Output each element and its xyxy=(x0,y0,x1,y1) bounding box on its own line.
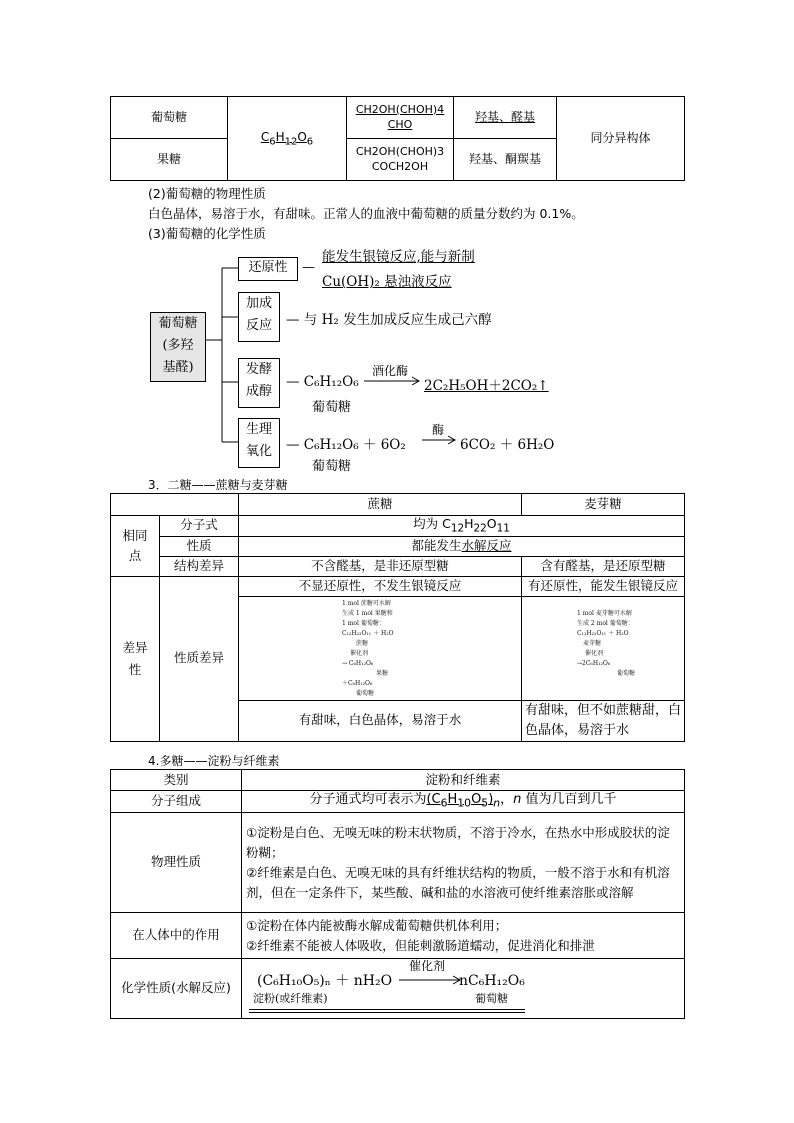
addition-text: 与 H₂ 发生加成反应生成己六醇 xyxy=(303,312,492,328)
same-label-l2: 点 xyxy=(128,547,142,563)
ferment-reactant-name: 葡萄糖 xyxy=(312,400,352,415)
phys-item-2: ②纤维素是白色、无嗅无味的具有纤维状结构的物质，一般不溶于水和有机溶剂，但在一定条件下，某些酸、碱和盐的水溶液可使纤维素溶胀或溶解 xyxy=(246,864,670,900)
branch-reducing-line1: 能发生银镜反应,能与新制 xyxy=(322,249,475,265)
phys-value xyxy=(242,813,685,913)
phys-label: 物理性质 xyxy=(111,813,242,913)
maltose-eq-l6: 葡萄糖 xyxy=(617,669,636,677)
bracket-lines xyxy=(0,0,794,480)
chemical-heading: (3)葡萄糖的化学性质 xyxy=(148,226,266,241)
sucrose-eq-l6: → C₆H₁₂O₆ xyxy=(342,659,374,667)
diff-label xyxy=(111,576,160,741)
col-value: 淀粉和纤维素 xyxy=(242,770,685,791)
glucose-name: 葡萄糖 xyxy=(111,97,228,139)
maltose-eq-l0: 1 mol 麦芽糖可水解 xyxy=(577,609,632,617)
polysaccharide-heading: 4.多糖——淀粉与纤维素 xyxy=(148,754,280,768)
branch-oxidation-label xyxy=(238,418,280,468)
branch-reducing-label: 还原性 xyxy=(238,257,298,281)
sucrose-equation xyxy=(342,599,518,699)
sucrose-eq-l1: 生成 1 mol 果糖和 xyxy=(342,609,393,617)
glucose-structure-line1: CH2OH(CHOH)4 xyxy=(355,102,445,116)
reduc-sucrose: 不显还原性，不发生银镜反应 xyxy=(239,576,522,596)
oxidation-product: 6CO₂ ＋ 6H₂O xyxy=(460,437,555,453)
maltose-eq-l2: C₁₂H₂₂O₁₁ ＋ H₂O xyxy=(577,629,629,637)
corner-cell xyxy=(111,494,239,516)
maltose-equation-cell xyxy=(522,596,685,700)
double-underline xyxy=(249,1009,525,1013)
disaccharide-heading: 3．二糖——蔗糖与麦芽糖 xyxy=(148,478,288,492)
hydrolysis-text: 水解反应 xyxy=(461,537,512,553)
maltose-eq-l1: 生成 2 mol 葡萄糖： xyxy=(577,619,634,627)
sucrose-eq-l5: 催化剂 xyxy=(350,649,369,657)
diff-label-l1: 差异 xyxy=(122,639,148,655)
comp-label: 分子组成 xyxy=(111,791,242,813)
sucrose-equation-cell xyxy=(239,596,522,700)
sucrose-eq-l9: 葡萄糖 xyxy=(356,689,375,697)
ferment-reactant-formula: C₆H₁₂O₆ xyxy=(303,374,359,390)
center-box-line1: 葡萄糖 xyxy=(158,316,198,331)
reduc-maltose: 有还原性，能发生银镜反应 xyxy=(522,576,685,596)
comp-formula: $(C_6H_{10}O_5)_n$ xyxy=(426,792,501,810)
col-maltose: 麦芽糖 xyxy=(522,494,685,516)
row-property-value: 都能发生水解反应 xyxy=(239,536,685,556)
branch-reducing-dash: — xyxy=(302,260,315,275)
ferment-reactant: — C₆H₁₂O₆ xyxy=(286,374,359,390)
sucrose-eq-l7: 果糖 xyxy=(376,669,389,677)
chem-catalyst: 催化剂 xyxy=(409,958,446,973)
chem-reactant-name: 淀粉(或纤维素) xyxy=(253,991,328,1005)
sucrose-eq-l4: 蔗糖 xyxy=(356,639,369,647)
row-structure-sucrose: 不含醛基，是非还原型糖 xyxy=(239,556,522,576)
comp-value: 分子通式均可表示为$(C_6H_{10}O_5)_n$，n 值为几百到几千 xyxy=(242,791,685,813)
oxidation-reactant-formula: C₆H₁₂O₆ ＋ 6O₂ xyxy=(303,437,406,453)
ferment-label-l2: 成醇 xyxy=(245,384,272,399)
row-structure-maltose: 含有醛基，是还原型糖 xyxy=(522,556,685,576)
same-label xyxy=(111,516,160,577)
comp-pre: 分子通式均可表示为 xyxy=(309,792,427,808)
chem-value xyxy=(242,959,685,1019)
disaccharide-table xyxy=(110,493,685,742)
addition-label-l2: 反应 xyxy=(245,318,272,333)
chem-label: 化学性质(水解反应) xyxy=(111,959,242,1019)
center-box-line3: 基醛) xyxy=(162,360,194,375)
chem-product: nC₆H₁₂O₆ xyxy=(459,972,525,989)
ferment-label-l1: 发酵 xyxy=(245,362,272,377)
oxidation-label-l2: 氧化 xyxy=(245,444,272,459)
maltose-eq-l4: 催化剂 xyxy=(585,649,604,657)
glucose-center-box xyxy=(150,312,206,382)
chem-arrow xyxy=(399,975,463,985)
molecular-formula: $C_6H_{12}O_6$ xyxy=(260,129,314,147)
addition-label-l1: 加成 xyxy=(245,296,272,311)
same-label-l1: 相同 xyxy=(122,527,148,543)
ferment-catalyst: 酒化酶 xyxy=(372,364,409,378)
isomer-relation: 同分异构体 xyxy=(557,97,685,181)
polysaccharide-table xyxy=(110,769,685,1019)
branch-addition-text: — 与 H₂ 发生加成反应生成己六醇 xyxy=(286,312,492,328)
sucrose-eq-l2: 1 mol 葡萄糖： xyxy=(342,619,385,627)
branch-ferment-label xyxy=(238,358,280,408)
oxidation-reactant: — C₆H₁₂O₆ ＋ 6O₂ xyxy=(286,437,406,453)
body-item-2: ②纤维素不能被人体吸收，但能刺激肠道蠕动，促进消化和排泄 xyxy=(246,937,595,953)
oxidation-label-l1: 生理 xyxy=(245,422,272,437)
row-formula-label: 分子式 xyxy=(160,516,239,537)
ferment-product: 2C₂H₅OH＋2CO₂↑ xyxy=(424,378,549,394)
glucose-structure-line2: CHO xyxy=(387,117,413,131)
fructose-groups: 羟基、酮羰基 xyxy=(454,139,557,181)
col-category: 类别 xyxy=(111,770,242,791)
row-property-label: 性质 xyxy=(160,536,239,556)
body-item-1: ①淀粉在体内能被酶水解成葡萄糖供机体利用； xyxy=(246,917,508,933)
body-label: 在人体中的作用 xyxy=(111,913,242,959)
fructose-name: 果糖 xyxy=(111,139,228,181)
fructose-structure-line1: CH2OH(CHOH)3 xyxy=(355,144,445,158)
row-formula-value: 均为 $C_{12}H_{22}O_{11}$ xyxy=(239,516,685,537)
physical-heading: (2)葡萄糖的物理性质 xyxy=(148,186,266,201)
maltose-eq-l3: 麦芽糖 xyxy=(583,639,602,647)
ferment-arrow xyxy=(364,376,422,386)
taste-maltose: 有甜味，但不如蔗糖甜，白色晶体，易溶于水 xyxy=(522,700,685,741)
body-value xyxy=(242,913,685,959)
oxidation-arrow xyxy=(422,435,458,445)
maltose-eq-l5: →2C₆H₁₂O₆ xyxy=(577,659,611,667)
oxidation-reactant-name: 葡萄糖 xyxy=(312,459,352,474)
diff-label-l2: 性 xyxy=(128,661,142,677)
physical-text: 白色晶体，易溶于水，有甜味。正常人的血液中葡萄糖的质量分数约为 0.1%。 xyxy=(148,206,584,221)
row-structure-label: 结构差异 xyxy=(160,556,239,576)
oxidation-catalyst: 酶 xyxy=(432,423,445,437)
chem-reactant: (C₆H₁₀O₅)ₙ ＋ nH₂O xyxy=(257,972,393,989)
phys-item-1: ①淀粉是白色、无嗅无味的粉末状物质，不溶于冷水，在热水中形成胶状的淀粉糊； xyxy=(246,824,670,860)
branch-addition-label xyxy=(238,292,280,342)
col-sucrose: 蔗糖 xyxy=(239,494,522,516)
hydrolysis-equation xyxy=(245,958,681,1016)
center-box-line2: (多羟 xyxy=(162,338,194,353)
diff-property-label: 性质差异 xyxy=(160,576,239,741)
glucose-groups-text: 羟基、醛基 xyxy=(474,110,535,125)
taste-sucrose: 有甜味，白色晶体，易溶于水 xyxy=(239,700,522,741)
sucrose-eq-l8: ＋C₆H₁₂O₆ xyxy=(342,679,373,687)
maltose-equation xyxy=(577,609,681,679)
sucrose-eq-l0: 1 mol 蔗糖可水解 xyxy=(342,599,391,607)
branch-reducing-line2: Cu(OH)₂ 悬浊液反应 xyxy=(322,274,452,290)
sucrose-eq-l3: C₁₂H₂₂O₁₁ ＋ H₂O xyxy=(342,629,394,637)
fructose-structure-line2: COCH2OH xyxy=(371,159,429,173)
chem-product-name: 葡萄糖 xyxy=(475,991,508,1005)
